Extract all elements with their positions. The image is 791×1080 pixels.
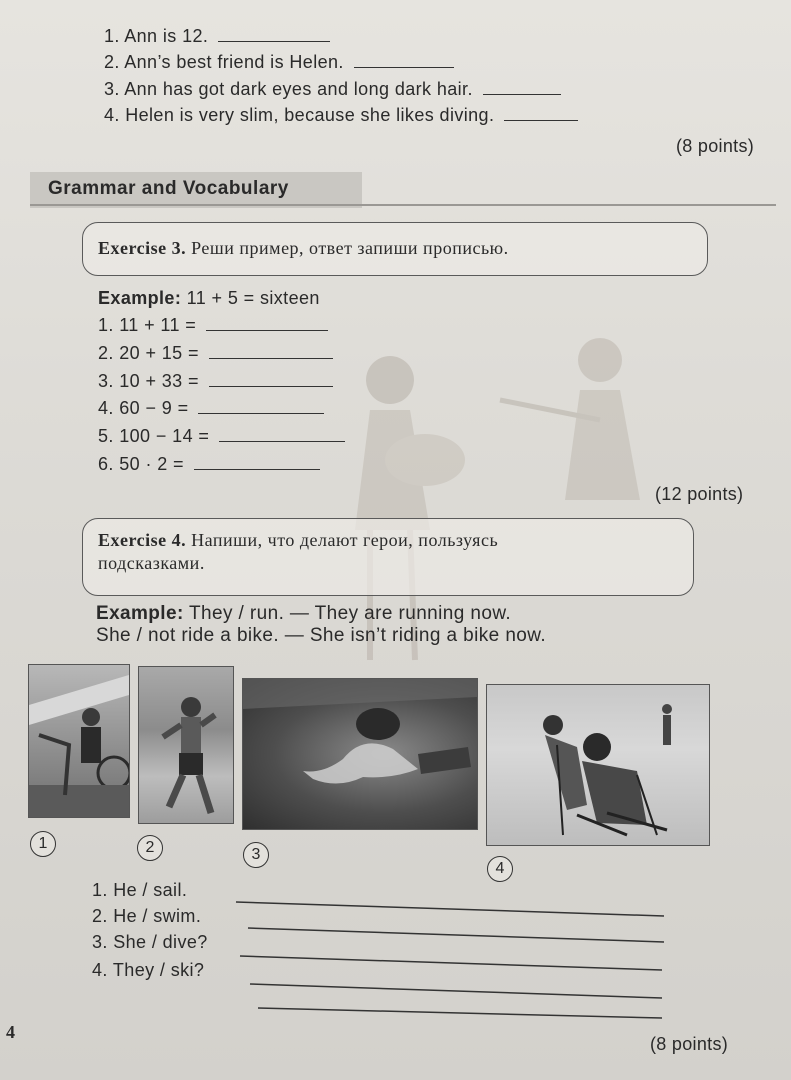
exercise4-text-line2: подсказками. bbox=[98, 553, 205, 573]
photo-number-2: 2 bbox=[137, 835, 163, 861]
exercise4-label: Exercise 4. bbox=[98, 530, 187, 550]
exercise3-label: Exercise 3. bbox=[98, 238, 187, 258]
exercise3-item: 6. 50 · 2 = bbox=[98, 454, 320, 475]
exercise3-text: Реши пример, ответ запиши прописью. bbox=[191, 238, 509, 258]
exercise4-item: 2. He / swim. bbox=[92, 906, 202, 926]
exercise3-points: (12 points) bbox=[655, 484, 744, 504]
exercise4-item: 3. She / dive? bbox=[92, 932, 208, 952]
exercise3-item: 5. 100 − 14 = bbox=[98, 426, 345, 447]
photo-number-4: 4 bbox=[487, 856, 513, 882]
exercise4-item: 4. They / ski? bbox=[92, 960, 205, 980]
reading-item: 1. Ann is 12. bbox=[104, 26, 330, 47]
reading-item: 2. Ann’s best friend is Helen. bbox=[104, 52, 454, 73]
exercise4-points: (8 points) bbox=[650, 1034, 729, 1054]
exercise3-item: 3. 10 + 33 = bbox=[98, 371, 333, 392]
reading-item: 4. Helen is very slim, because she likes diving. bbox=[104, 105, 578, 126]
photo-number-3: 3 bbox=[243, 842, 269, 868]
exercise3-item: 1. 11 + 11 = bbox=[98, 315, 328, 336]
exercise3-item: 2. 20 + 15 = bbox=[98, 343, 333, 364]
exercise4-text-line1: Напиши, что делают герои, пользуясь bbox=[191, 530, 499, 550]
page-number: 4 bbox=[6, 1022, 15, 1042]
photo-number-1: 1 bbox=[30, 831, 56, 857]
exercise4-example-line2: She / not ride a bike. — She isn’t riding a bike now. bbox=[96, 625, 546, 646]
exercise4-example-line1: Example: They / run. — They are running now. bbox=[96, 603, 512, 624]
exercise4-item: 1. He / sail. bbox=[92, 880, 188, 900]
reading-item: 3. Ann has got dark eyes and long dark hair. bbox=[104, 79, 561, 100]
exercise3-example: Example: 11 + 5 = sixteen bbox=[98, 288, 320, 308]
reading-points: (8 points) bbox=[676, 136, 755, 156]
exercise3-item: 4. 60 − 9 = bbox=[98, 398, 324, 419]
section-title: Grammar and Vocabulary bbox=[48, 178, 289, 199]
